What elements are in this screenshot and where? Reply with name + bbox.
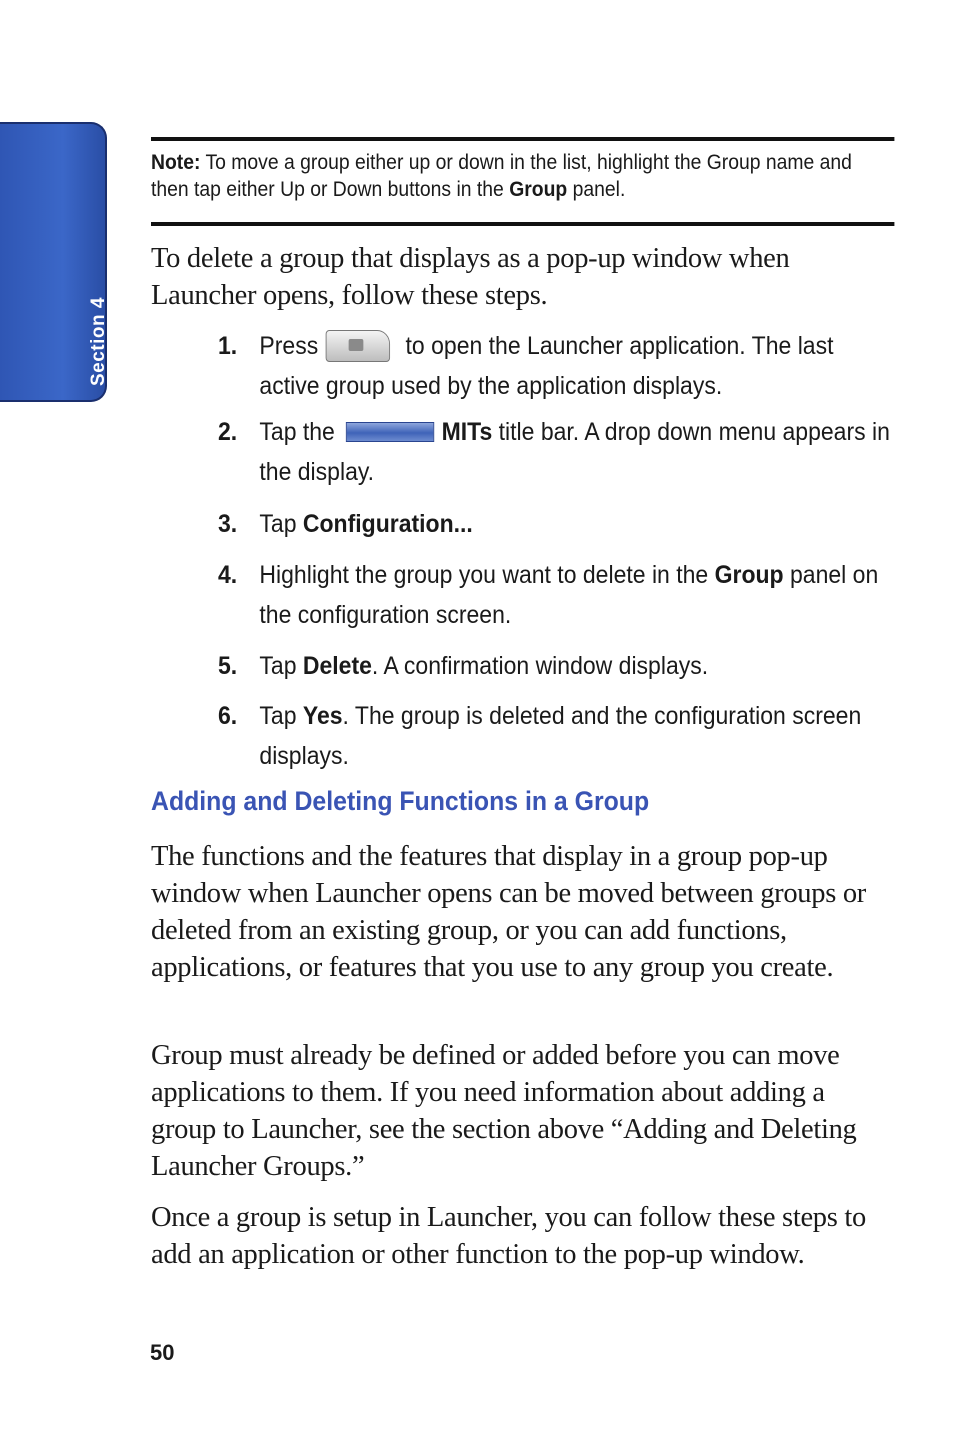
steps-list (218, 326, 898, 786)
step-2 (218, 412, 898, 504)
step-4 (218, 555, 898, 646)
paragraph-3: Once a group is setup in Launcher, you can follow these steps to add an application or other function to the pop-up window. (151, 1202, 866, 1270)
section-label: Section 4 (88, 297, 109, 386)
note-text-1: To move a group either up or down in the list, highlight the Group name and then tap either Up or Down buttons in the (151, 150, 852, 201)
note-box (151, 137, 894, 226)
step-number: 3. (218, 510, 238, 538)
step-text: Tap (259, 510, 303, 538)
step-bold: Yes (302, 702, 343, 730)
step-bold: Group (714, 561, 784, 589)
paragraph-2: Group must already be defined or added before you can move applications to them. If you need information about adding a group to Launcher, see the section above “Adding and Deleting Launcher Groups.” (151, 1040, 857, 1182)
paragraph-1: The functions and the features that display in a group pop-up window when Launcher opens can be moved between groups or deleted from an existing group, or you can add functions, applications, or features that you use to any group you create. (151, 841, 866, 983)
step-text: Tap (259, 702, 303, 730)
section-tab (0, 122, 107, 402)
step-number: 2. (218, 418, 238, 446)
launcher-key-icon (326, 330, 390, 362)
step-text: Highlight the group you want to delete in the (259, 561, 715, 589)
step-text: Press (259, 332, 319, 360)
step-number: 6. (218, 702, 238, 730)
step-bold: Configuration... (302, 510, 473, 538)
step-text: panel on the configuration screen. (259, 561, 879, 629)
step-bold: Delete (302, 652, 372, 680)
note-bold-group: Group (509, 177, 568, 201)
step-text: Tap the (259, 418, 335, 446)
step-number: 1. (218, 332, 238, 360)
page-number: 50 (150, 1340, 175, 1365)
step-text: to open the Launcher application. The last active group used by the application displays. (259, 332, 834, 400)
step-text: Tap (259, 652, 303, 680)
step-text: title bar. A drop down menu appears in the display. (259, 418, 890, 486)
note-label: Note: (151, 150, 201, 174)
step-bold: MITs (441, 418, 493, 446)
step-6 (218, 696, 898, 786)
title-bar-icon (346, 422, 434, 442)
intro-paragraph: To delete a group that displays as a pop-up window when Launcher opens, follow these steps. (151, 243, 790, 311)
step-text: . A confirmation window displays. (371, 652, 709, 680)
section-heading: Adding and Deleting Functions in a Group (151, 786, 650, 816)
step-number: 4. (218, 561, 238, 589)
step-5 (218, 646, 898, 696)
step-1 (218, 326, 898, 412)
step-text: . The group is deleted and the configuration screen displays. (259, 702, 862, 770)
step-3 (218, 504, 898, 555)
note-text-2: panel. (567, 177, 626, 201)
step-number: 5. (218, 652, 238, 680)
